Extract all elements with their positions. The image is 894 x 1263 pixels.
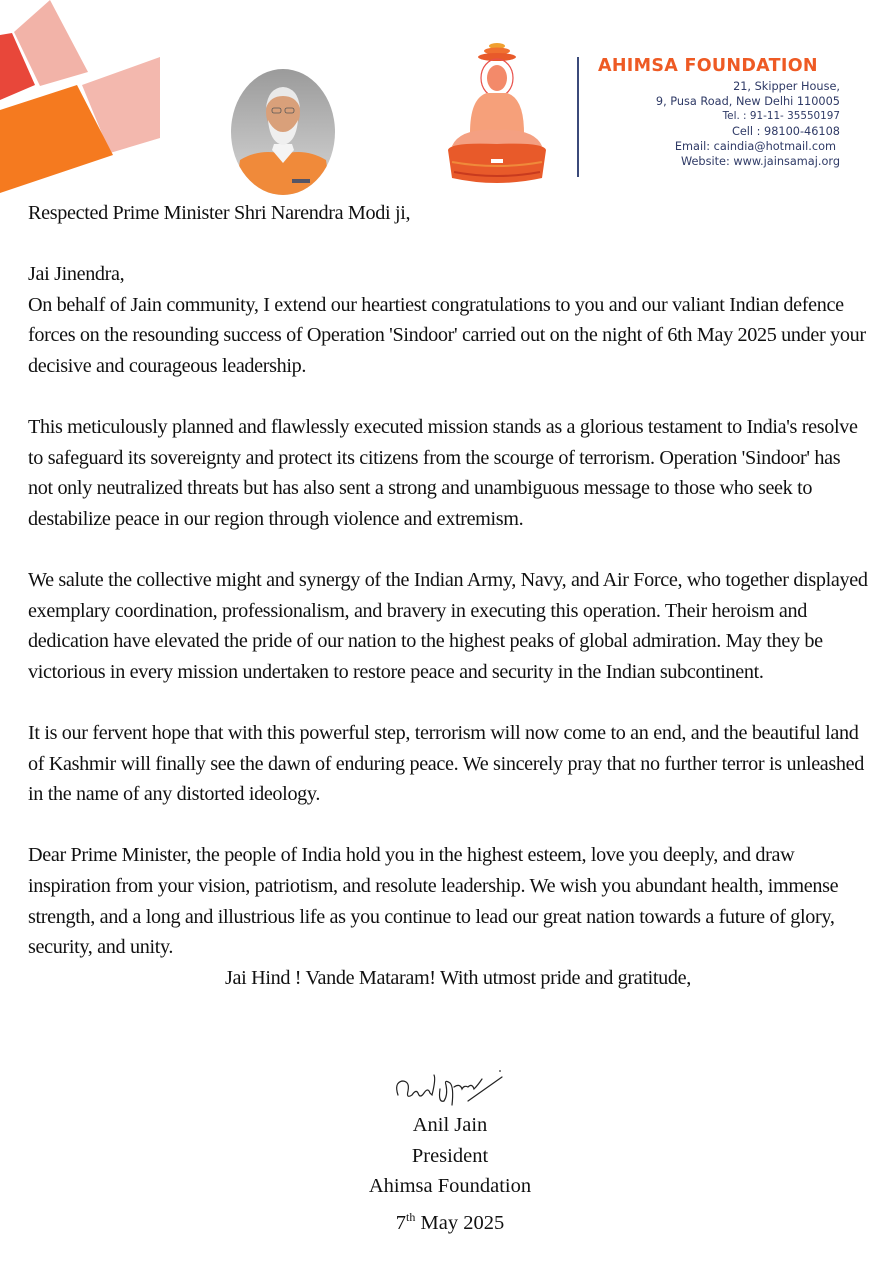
paragraph: On behalf of Jain community, I extend our heartiest congratulations to you and our valiant Indian defence forces on the resounding success of Operation 'Sindoor' carried out on the night of 6th May 2025 under your decisive and courageous leadership. <box>28 293 866 377</box>
paragraph: Dear Prime Minister, the people of India hold you in the highest esteem, love you deeply, and draw inspiration from your vision, patriotism, and resolute leadership. We wish you abundant health, immense strength, and a long and illustrious life as you continue to lead our great nation towards a future of glory, security, and unity. <box>28 844 839 959</box>
cell-phone: Cell : 98100-46108 <box>731 125 840 138</box>
date-day: 7 <box>395 1211 407 1234</box>
signatory-name: Anil Jain <box>412 1114 488 1136</box>
org-name: AHIMSA FOUNDATION <box>598 56 818 76</box>
letterhead <box>590 56 852 169</box>
email: Email: caindia@hotmail.com <box>674 140 836 153</box>
decorative-color-blocks <box>0 0 170 200</box>
website: Website: www.jainsamaj.org <box>680 155 840 168</box>
address-line-1: 21, Skipper House, <box>733 80 840 93</box>
closing-line: Jai Hind ! Vande Mataram! With utmost pride and gratitude, <box>225 966 691 989</box>
signature-block <box>300 1110 600 1238</box>
letter-date <box>300 1202 600 1238</box>
letter-body <box>28 198 868 993</box>
signatory-title: President <box>411 1144 489 1167</box>
paragraph: We salute the collective might and synergy of the Indian Army, Navy, and Air Force, who together displayed exemplary coordination, professionalism, and bravery in executing this operation. Their heroism and dedication have elevated the pride of our nation to the highest peaks of global admiration. May they be victorious in every mission undertaken to restore peace and security in the Indian subcontinent. <box>28 569 868 683</box>
prime-minister-portrait <box>230 68 336 196</box>
handwritten-signature <box>390 1065 545 1110</box>
date-rest: May 2025 <box>415 1211 505 1234</box>
signatory-organization: Ahimsa Foundation <box>368 1175 532 1198</box>
telephone: Tel. : 91-11- 35550197 <box>722 110 840 122</box>
greeting: Jai Jinendra, <box>28 263 125 286</box>
paragraph: This meticulously planned and flawlessly executed mission stands as a glorious testament to India's resolve to safeguard its sovereignty and protect its citizens from the scourge of terrorism. Operation 'Sindoor' has not only neutralized threats but has also sent a strong and unambiguous message to those who seek to destabilize peace in our region through violence and extremism. <box>28 416 858 530</box>
paragraph: It is our fervent hope that with this powerful step, terrorism will now come to an end, and the beautiful land of Kashmir will finally see the dawn of enduring peace. We sincerely pray that no further terror is unleashed in the name of any distorted ideology. <box>28 722 865 806</box>
letterhead-divider <box>577 57 579 177</box>
date-suffix: th <box>406 1209 416 1224</box>
salutation: Respected Prime Minister Shri Narendra Modi ji, <box>28 202 411 224</box>
address-line-2: 9, Pusa Road, New Delhi 110005 <box>655 95 840 108</box>
jain-tirthankara-image <box>440 38 555 186</box>
